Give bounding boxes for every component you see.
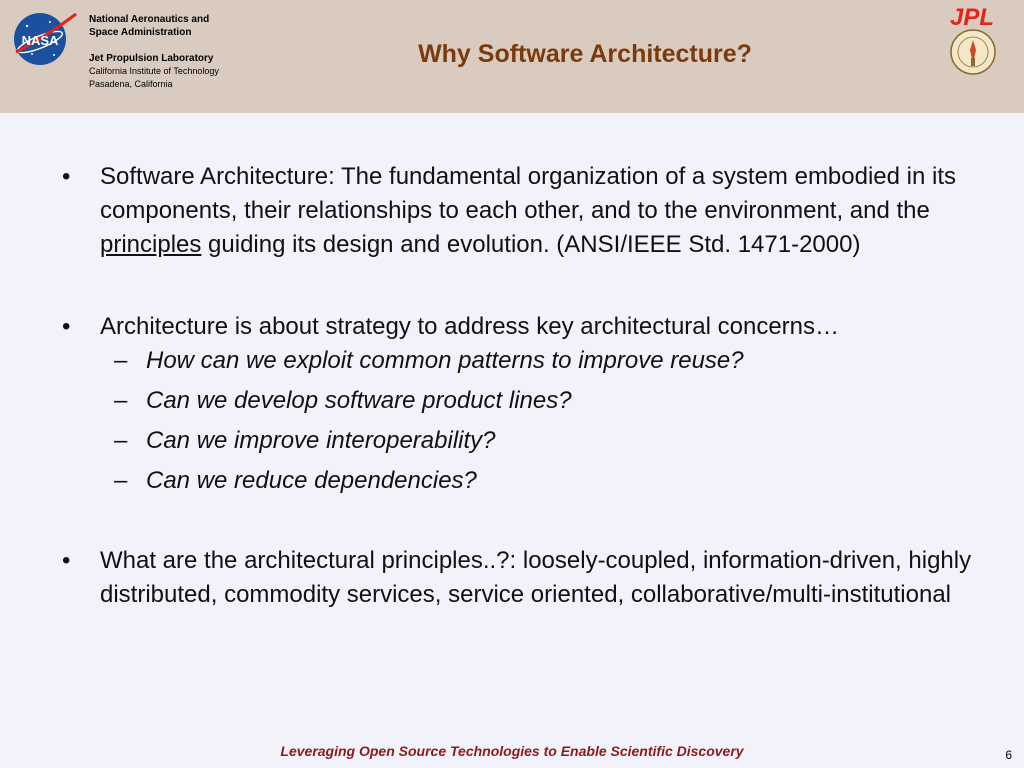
org-name-line1: National Aeronautics and: [89, 14, 210, 25]
caltech-seal-icon: [945, 28, 1001, 76]
slide-footer: Leveraging Open Source Technologies to Enable Scientific Discovery: [280, 743, 744, 759]
svg-text:NASA: NASA: [21, 33, 59, 48]
slide-title: Why Software Architecture?: [418, 40, 752, 68]
bullet-marker: •: [62, 313, 71, 340]
bullet-strategy: • Architecture is about strategy to address key architectural concerns…: [62, 310, 982, 344]
lab-institute: California Institute of Technology: [89, 66, 219, 76]
bullet-marker: •: [62, 163, 71, 190]
sub-bullet-reuse: – How can we exploit common patterns to improve reuse?: [114, 347, 744, 374]
lab-name: Jet Propulsion Laboratory: [89, 53, 214, 64]
sub-bullet-dependencies: – Can we reduce dependencies?: [114, 467, 477, 494]
sub-bullet-interoperability: – Can we improve interoperability?: [114, 427, 496, 454]
svg-text:JPL: JPL: [949, 4, 995, 28]
nasa-logo: [10, 8, 78, 70]
jpl-logo: [935, 4, 1010, 28]
bullet-marker: •: [62, 547, 71, 574]
organization-info: [89, 13, 219, 91]
principles-link[interactable]: principles: [100, 231, 202, 258]
bullet-definition: • Software Architecture: The fundamental organization of a system embodied in its components, their relationships to each other, and to the environment, and the principles guiding its design and evolution. (ANSI/IEEE Std. 1471-2000): [62, 160, 982, 262]
org-name-line2: Space Administration: [89, 27, 192, 38]
sub-bullet-product-lines: – Can we develop software product lines?: [114, 387, 572, 414]
lab-location: Pasadena, California: [89, 79, 173, 89]
slide-body: [62, 160, 982, 612]
bullet-principles: • What are the architectural principles..?: loosely-coupled, information-driven, highly distributed, commodity services, service oriented, collaborative/multi-institutional: [62, 544, 982, 612]
page-number: 6: [1005, 748, 1012, 762]
slide-header: [0, 0, 1024, 113]
